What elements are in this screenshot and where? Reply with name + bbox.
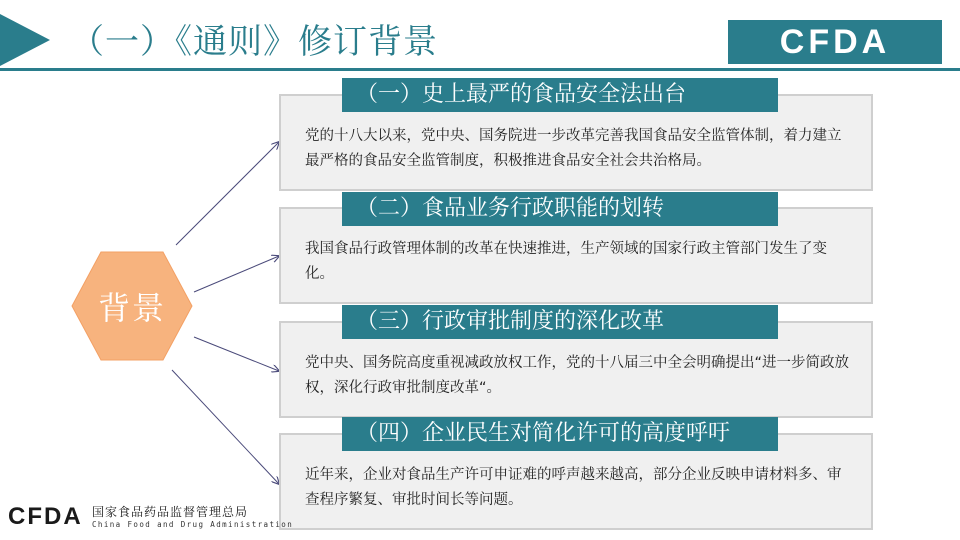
section-body-4: 近年来，企业对食品生产许可申证难的呼声越来越高，部分企业反映申请材料多、审查程序繁复、审批时间长等问题。 xyxy=(305,467,842,508)
arrow-to-section-1 xyxy=(176,142,279,245)
footer-cfda-logo: CFDA xyxy=(8,503,83,530)
section-header-3: （三）行政审批制度的深化改革 xyxy=(342,305,778,339)
center-label: 背景 xyxy=(97,289,166,327)
footer-agency-name: 国家食品药品监督管理总局 xyxy=(92,505,249,519)
page-title: （一）《通则》修订背景 xyxy=(70,22,438,62)
section-header-4: （四）企业民生对简化许可的高度呼吁 xyxy=(342,417,778,451)
section-header-1: （一）史上最严的食品安全法出台 xyxy=(342,78,778,112)
arrow-to-section-2 xyxy=(194,256,279,292)
cfda-logo: CFDA xyxy=(728,20,942,64)
section-body-2: 我国食品行政管理体制的改革在快速推进，生产领域的国家行政主管部门发生了变化。 xyxy=(305,241,827,282)
section-header-2: （二）食品业务行政职能的划转 xyxy=(342,192,778,226)
arrow-to-section-3 xyxy=(194,337,279,371)
arrow-to-section-4 xyxy=(172,370,279,484)
footer-agency-english: China Food and Drug Administration xyxy=(92,520,294,529)
section-body-1: 党的十八大以来，党中央、国务院进一步改革完善我国食品安全监管体制，着力建立最严格的食品安全监管制度，积极推进食品安全社会共治格局。 xyxy=(305,128,842,169)
section-body-3: 党中央、国务院高度重视减政放权工作，党的十八届三中全会明确提出“进一步简政放权，深化行政审批制度改革“。 xyxy=(305,355,850,396)
